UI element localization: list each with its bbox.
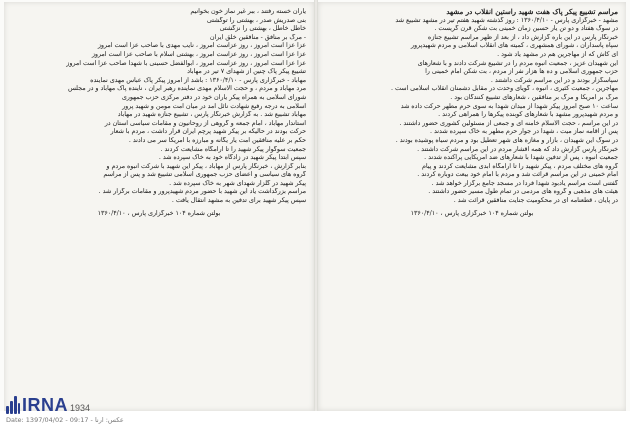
text-line: پس از اقامه نماز میت ، شهدا در جوار حرم مطهر به خاک سپرده شدند . bbox=[429, 128, 618, 136]
text-line: در سوگ هفتاد و دو تن یار حسین زمان خمینی بت شکن قرن گریست . bbox=[434, 25, 618, 33]
text-line: عزا عزا است امروز ، روز عزاست امروز ، نایب مهدی با صاحب عزا است امروز bbox=[97, 42, 306, 50]
text-line: حکم بر علیه منافقین امت یار یگانه و مبارزه با آمریکا سر می دادند . bbox=[128, 136, 306, 144]
right-page bbox=[318, 2, 626, 411]
text-line: هیئت های مذهبی و گروه های مردمی در تمام طول مسیر حضور داشتند . bbox=[428, 188, 618, 196]
text-line: خاطل خاطل ، بهشتی را نزگشتی bbox=[219, 25, 306, 33]
text-line: جمعیت انبوه ، پس از تدفین شهدا با شعارهای ضد آمریکایی پراکنده شدند . bbox=[424, 154, 618, 162]
logo-year: 1934 bbox=[70, 403, 91, 413]
text-line: - مرگ بر منافق - منافقین خلق ایران bbox=[209, 33, 306, 41]
page-footer: بولتن شماره ۱۰۴ خبرگزاری پارس ، ۱۳۶۰/۴/۱۰ bbox=[410, 209, 534, 217]
text-line: بنابر گزارش ، خبرنگار پارس از مهاباد ، پیکر این شهید با شرکت انبوه مردم و bbox=[106, 162, 306, 170]
text-line: عزا عزا است امروز ، روز عزاست امروز ، ابوالفضل حسینی با شهدا صاحب عزا است امروز bbox=[66, 59, 306, 67]
text-line: گروه های سیاسی و اعضای حزب جمهوری اسلامی تشییع شد و پس از مراسم bbox=[103, 171, 306, 179]
text-line: یاران خسته رفتند ، ببر غیر نماز خون بخوانیم bbox=[190, 8, 306, 15]
text-line: در این مراسم ، حجت الاسلام خامنه ای و جمعی از مسئولین کشوری حضور داشتند . bbox=[399, 119, 618, 127]
text-line: مشهد - خبرگزاری پارس - ۱۳۶۰/۴/۱۰ : روز گذشته شهید هفتم تیر در مشهد تشییع شد bbox=[395, 16, 618, 24]
text-line: گروه های مختلف مردم ، پیکر شهید را تا آرامگاه ابدی مشایعت کردند و پیام bbox=[421, 162, 618, 170]
text-line: این شهیدان عزیز ، جمعیت انبوه مردم را در تشییع شرکت دادند و با شعارهای bbox=[417, 59, 618, 67]
text-line: ای کاش که از مهاجرین هم در مشهد یاد شود . bbox=[497, 50, 618, 58]
text-line: حزب جمهوری اسلامی و ده ها هزار نفر از مردم ، بت شکن امام خمینی را bbox=[425, 68, 618, 76]
text-line: سپاسگزار بودند و در این مراسم شرکت داشتند . bbox=[490, 76, 618, 84]
text-line: مراسم تشییع پیکر پاک هفت شهید راستین انقلاب در مشهد bbox=[446, 8, 618, 16]
page-footer: بولتن شماره ۱۰۴ خبرگزاری پارس ، ۱۳۶۰/۴/۱۰ bbox=[97, 209, 221, 217]
text-line: در سوگ این شهیدان ، بازار و مغازه های شهر تعطیل بود و مردم سیاه پوشیده بودند . bbox=[395, 136, 618, 144]
left-page-text bbox=[12, 8, 306, 405]
text-line: سپس پیکر شهید برای تدفین به مشهد انتقال یافت . bbox=[171, 197, 306, 205]
text-line: عزا عزا است امروز ، روز عزاست امروز ، بهشتی اسلام با صاحب عزا است امروز bbox=[91, 50, 306, 58]
text-line: گفتنی است مراسم یادبود شهدا فردا در مسجد جامع برگزار خواهد شد . bbox=[431, 179, 618, 187]
text-line: سپس ابتدا پیکر شهید در زادگاه خود به خاک سپرده شد . bbox=[158, 154, 306, 162]
text-line: ساعت ۱۰ صبح امروز پیکر شهدا از میدان شهدا به سوی حرم مطهر حرکت داده شد bbox=[400, 102, 618, 110]
text-line: در پایان ، قطعنامه ای در محکومیت جنایت منافقین قرائت شد . bbox=[453, 197, 618, 205]
text-line: اسلامی به درجه رفیع شهادت نائل آمد در میان امت مومن و شهید پرور bbox=[122, 102, 306, 110]
text-line: و مردم شهیدپرور مشهد با شعارهای کوبنده پیکرها را همراهی کردند . bbox=[438, 111, 618, 119]
logo-text: IRNA bbox=[22, 395, 68, 415]
text-line: پیکر شهید در گلزار شهدای شهر به خاک سپرده شد . bbox=[169, 179, 306, 187]
left-page bbox=[4, 2, 314, 411]
text-line: تشییع پیکر پاک چنین از شهدای ۷ تیر در مهاباد bbox=[187, 68, 306, 76]
text-line: بنی صدریش صدر ، بهشتی را توگشتی bbox=[206, 16, 306, 24]
text-line: حرکت بودند در حالیکه بر پیکر شهید پرچم ایران قرار داشت ، مردم با شعار bbox=[110, 128, 306, 136]
text-line: امام خمینی در این مراسم قرائت شد و مردم با امام خود بیعت دوباره کردند . bbox=[417, 171, 618, 179]
text-line: سپاه پاسداران ، شورای همشهری ، کمیته های انقلاب اسلامی و مردم شهیدپرور bbox=[410, 42, 618, 50]
text-line: جمعیت سوگوار پیکر شهید را تا آرامگاه مشایعت کردند . bbox=[160, 145, 306, 153]
text-line: مراسم بزرگداشت یاد این شهید با حضور مردم شهیدپرور و مقامات برگزار شد . bbox=[98, 188, 306, 196]
irna-logo bbox=[6, 392, 90, 414]
text-line: استاندار مهاباد ، امام جمعه و گروهی از روحانیون و مقامات سیاسی استان در bbox=[104, 119, 306, 127]
irna-logo-icon bbox=[6, 396, 20, 414]
right-page-text bbox=[326, 8, 618, 405]
text-line: شورای اسلامی به همراه پیکر یاران خود در دفتر مرکزی حزب جمهوری bbox=[121, 93, 306, 101]
text-line: مرگ بر آمریکا و مرگ بر منافقین ، شعارهای تشییع کنندگان بود . bbox=[450, 93, 618, 101]
photo-caption: عکس: ارنا - Date: 1397/04/02 - 09:17 bbox=[6, 416, 124, 424]
text-line: مهاجرین ، جمعیت کثیری ، انبوه ، گویای وحدت در مقابل دشمنان انقلاب اسلامی است . bbox=[390, 85, 618, 93]
text-line: مرد مهاباد و مردم ، و حجت الاسلام مهدی نماینده رهبر ایران ، ناینده پاک مهاباد و در مجلس bbox=[68, 85, 306, 93]
text-line: خبرنگار پارس در این باره گزارش داد ، از بعد از ظهر مراسم تشییع جنازه bbox=[427, 33, 618, 41]
text-line: مهاباد - خبرگزاری پارس - ۱۳۶۰/۴/۱۰ : باشد از امروز پیکر پاک عباس مهدی نماینده bbox=[90, 76, 306, 84]
text-line: مهاباد تشییع شد . به گزارش خبرنگار پارس ، تشییع جنازه شهید در مهاباد bbox=[117, 111, 306, 119]
text-line: خبرنگار پارس گزارش داد که همه اقشار مردم در این مراسم شرکت داشتند . bbox=[417, 145, 618, 153]
